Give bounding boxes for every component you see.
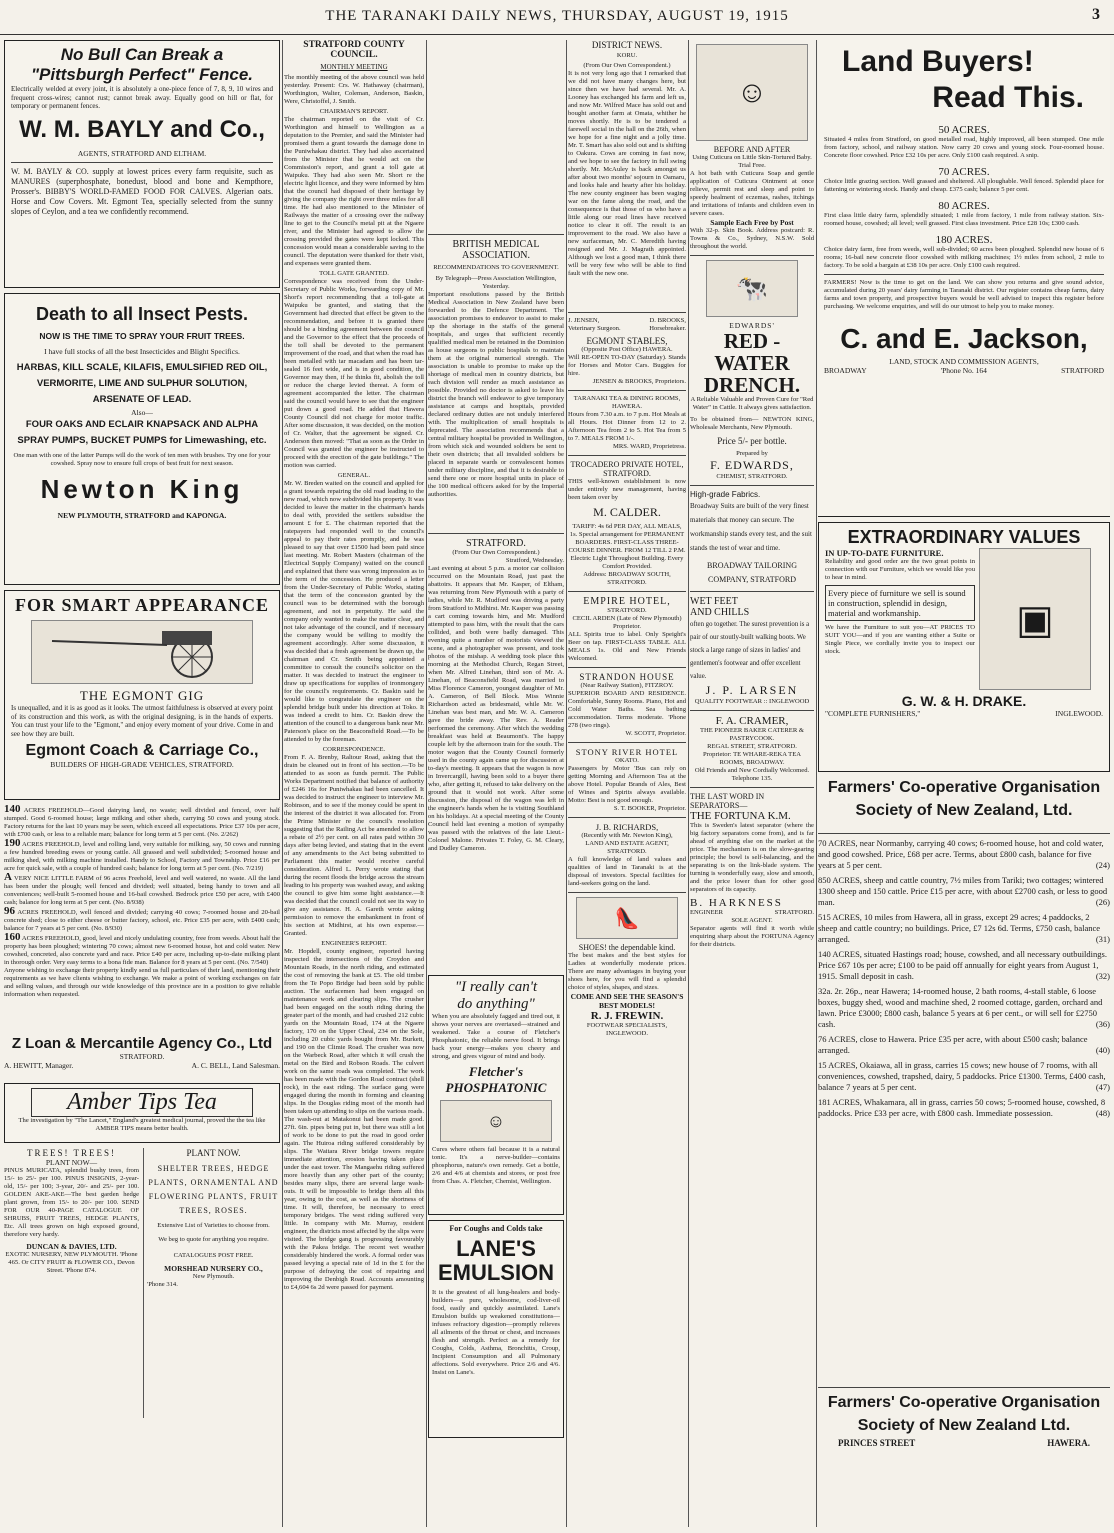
amber-tips-logo: Amber Tips Tea <box>31 1088 253 1117</box>
drake-headline: EXTRAORDINARY VALUES <box>847 527 1081 547</box>
land-item-text: First class little dairy farm, splendidly situated; 1 mile from factory, 1 mile from railway station. Six-roomed house, cowshed; all level; well grassed. First class investment. Price £28 10s; £300 cash. <box>824 212 1104 227</box>
stony-headline: STONY RIVER HOTEL <box>575 747 679 757</box>
lane-headline: For Coughs and Colds take <box>449 1224 543 1233</box>
listing: 515 ACRES, 10 miles from Hawera, all in grass, except 29 acres; 4 paddocks, 2 sheep and cattle country; no buildings. Price, £7 12s 6d. Terms, £750 cash, balance arranged. (31) <box>818 912 1110 944</box>
larsen-sub: QUALITY FOOTWEAR :: INGLEWOOD <box>694 698 810 705</box>
phos-h2: do anything" <box>457 996 535 1012</box>
z-loan-footer <box>4 1035 280 1083</box>
brooks-role: Horsebreaker. <box>649 325 686 332</box>
tearoom-sig: MRS. WARD, Proprietress. <box>613 443 686 450</box>
bma-h2: ASSOCIATION. <box>461 250 531 261</box>
bma-h1: BRITISH MEDICAL <box>452 239 540 250</box>
bayly-firm: W. M. BAYLY and Co., <box>19 115 265 143</box>
insect-headline: Death to all Insect Pests. <box>35 304 249 324</box>
larsen-text: often go together. The surest prevention is a pair of our stoutly-built walking boots. We stock a large range of sizes in ladies' and gentlemen's footwear and offer excellent value. <box>690 621 810 680</box>
jackson-firm: C. and E. Jackson, <box>840 323 1088 354</box>
fortuna-h1: THE LAST WORD IN SEPARATORS— <box>690 792 765 810</box>
newton-king-logo: Newton King <box>40 474 244 504</box>
column-6 <box>818 40 1110 1527</box>
land-item-heading: 80 ACRES. <box>938 200 990 212</box>
morshead-l4: CATALOGUES POST FREE. <box>173 1252 254 1259</box>
stratford-date: Stratford, Wednesday. <box>505 557 564 564</box>
frewin-firm: R. J. FREWIN. <box>590 1010 664 1022</box>
harkness-town: STRATFORD. <box>774 909 814 916</box>
cramer-sub: THE PIONEER BAKER CATERER & PASTRYCOOK. <box>699 727 805 742</box>
trees-planting: PLANT NOW— <box>45 1158 98 1167</box>
cow-icon: 🐄 <box>735 273 769 303</box>
amber-tips-sub: The investigation by "The Lancet," England's greatest medical journal, proved the the tea like AMBER TIPS means better health. <box>18 1117 266 1132</box>
insect-sub: NOW IS THE TIME TO SPRAY YOUR FRUIT TREES. <box>39 331 245 341</box>
drake-t1: Reliability and good order are the two great points in connection with our Furniture, which we would like you to hear in mind. <box>825 558 975 581</box>
column-3 <box>428 40 564 1527</box>
empire-prop: CECIL ARDEN (Late of New Plymouth) Proprietor. <box>572 615 682 630</box>
bma-sub: RECOMMENDATIONS TO GOVERNMENT. <box>433 264 559 271</box>
listing: 140 ACRES FREEHOLD—Good dairying land, no waste; well divided and fenced, over half stumped. Good 6-roomed house; large milking and other sheds, carrying 50 cows and young stock. Factory returns for the last 10 years may be seen, which exceed all expectations. Price £37 10s per acre, with £700 cash, or less to a reliable man; balance for long term at 5 per cent. (No. 2/262) <box>4 805 280 838</box>
land-item-heading: 70 ACRES. <box>938 166 990 178</box>
phosphatonic-advert <box>428 975 564 1215</box>
lanes-emulsion-advert <box>428 1220 564 1438</box>
stables-text: Will RE-OPEN TO-DAY (Saturday). Stands for Horses and Motor Cars. Buggies for hire. <box>568 354 686 377</box>
jackson-agents: LAND, STOCK AND COMMISSION AGENTS, <box>889 357 1039 366</box>
shoes-cta: COME AND SEE THE SEASON'S BEST MODELS! <box>570 992 684 1010</box>
duncan-davies-advert <box>4 1148 139 1418</box>
shoes-text: The best makes and the best styles for Ladies at wonderfully moderate prices. There are many advantages in buying your shoes here, for you will find a splendid choice of styles, shapes, and sizes. <box>568 952 686 991</box>
drake-firm: G. W. & H. DRAKE. <box>901 693 1027 709</box>
stratford-from: (From Our Own Correspondent.) <box>452 549 540 556</box>
harkness-firm: B. HARKNESS <box>690 897 783 909</box>
cramer-text: Old Friends and New Cordially Welcomed. <box>694 767 810 774</box>
edwards-obtain: To be obtained from— NEWTON KING, Wholesale Merchants, New Plymouth. <box>690 416 814 431</box>
gig-text: Is unequalled, and it is as good as it looks. The utmost faithfulness is observed at every point of its construction and this work, as with the original designing, is in the hands of experts. You can trust your life to the "Egmont," and enjoy every moment of your drive. Come in and see how they are built. <box>11 704 273 738</box>
tearoom-text: Hours from 7.30 a.m. to 7 p.m. Hot Meals at all Hours. Hot Dinner from 12 to 2. Afternoon Tea from 2 to 5. Hot Tea from 5 to 7. MEALS FROM 1/-. <box>568 411 686 442</box>
insect-pests-advert <box>4 293 280 585</box>
listing: 76 ACRES, close to Hawera. Price £35 per acre, with about £500 cash; balance arranged. (40) <box>818 1034 1110 1055</box>
column-rule <box>566 40 567 1527</box>
page-number: 3 <box>1092 6 1100 23</box>
cuticura-sub: Using Cuticura on Little Skin-Tortured Baby. Trial Free. <box>692 154 812 169</box>
egmont-coach-sub: BUILDERS OF HIGH-GRADE VEHICLES, STRATFORD. <box>50 760 234 769</box>
council-sh5: ENGINEER'S REPORT. <box>321 940 387 947</box>
land-buyers-h2: Read This. <box>932 81 1084 114</box>
bayly-agents: AGENTS, STRATFORD AND ELTHAM. <box>77 148 207 158</box>
jensen-name: J. JENSEN, <box>568 317 600 324</box>
land-buyers-h1: Land Buyers! <box>842 45 1034 78</box>
bayly-body: Electrically welded at every joint, it is absolutely a one-piece fence of 7, 8, 9, 10 wires and frequent cross-wires; cannot rust; cannot break away. Equally good on hill or flat, for temporary or permanent fences. <box>11 85 273 110</box>
stony-text: Passengers by Motor 'Bus can rely on getting Morning and Afternoon Tea at the above Hotel. Popular Brands of Ales, Best of Wines and Spirits always available. Motto: Best is not good enough. <box>568 765 686 804</box>
land-item-heading: 180 ACRES. <box>935 234 993 246</box>
phos-illustration <box>440 1100 552 1142</box>
drake-t2: Every piece of furniture we sell is sound in construction, splendid in design, material and workmanship. <box>825 585 975 621</box>
z-loan-note: Anyone wishing to exchange their property kindly send us full particulars of their land, mentioning their requirements as we have clients wishing to exchange. We make a point of working exchanges on fair and selling values, and through our wide knowledge of this province are in a position to give reliable information when requested. <box>4 967 280 998</box>
council-p5: From F. A. Brenby, Raltour Road, asking that the drain be cleaned out in front of his section.—To be attended to as soon as funds permit. The Public Works Department notified that balance of authority of £246 16s for Puniwhakau had been cancelled. It was decided to instruct the engineer to interview Mr. Robinson, and to see if the money could be spent in the interest of the district it was allocated for. From the Prime Minister re the council's resolution suggesting that the Railing Act be amended to allow a rebate of 2½ per cent. on all rates paid within 30 days after being levied, and stating that in the event of any amendments to the Act being submitted to Parliament this matter would receive careful consideration. Alfred L. Perry wrote stating that during the recent floods the bridge across the stream leading to his property was washed away, and asking the council to give him some light assistance.—It was decided that the council could not see its way to give any assistance. H. A. Gareth wrote asking permission to remove the embankment in front of his section at Midhirst, at his own expense.—Granted. <box>284 754 424 937</box>
gig-headline: FOR SMART APPEARANCE <box>14 595 270 615</box>
insect-also: Also— <box>131 408 153 417</box>
cramer-addr: REGAL STREET, STRATFORD. <box>707 743 797 750</box>
baby-icon: ☺ <box>736 75 768 109</box>
brooks-name: D. BROOKS, <box>649 317 686 324</box>
shoes-headline: SHOES! the dependable kind. <box>578 943 676 952</box>
stratford-text: Last evening at about 5 p.m. a motor car collision occurred on the Mountain Road, just past the abattoirs. It appears that Mr. Kasper, of Eltham, was returning from New Plymouth with a party of ladies, while Mr. R. Mudford was driving a party from Stratford to Midhirst. Mr. Kasper was passing a cart coming towards him, and Mr. Mudford attempted to pass him, with the result that the cars collided, and both were badly damaged. This evening quite a number of motorists viewed the scene, and a photographer was present, and took photos of the mishap. A wedding took place this morning at the Methodist Church, Regan Street, when Mr. Alfred Linehan, third son of Mr. A. Linehan, of Beaconsfield Road, was married to Miss Florence Cameron, youngest daughter of Mr. A. Cameron, of Bell Block. Miss Winnie Richardson acted as bridesmaid, while Mr. W. Linehan was best man, and Mr. W. A. Cameron gave the bride away. The Rev. A. Reader performed the ceremony. After which the wedding breakfast was held at Beaumont's. The happy couple left by the afternoon train for the south. The motor wagon that the County Council formerly used in the county again came up for discussion at to-day's meeting. It appears that the wagon is now in Invercargill, having been sold to a buyer there who, after getting it, refused to take delivery on the ground that it would not work. After some discussion, the disposal of the wagon was left in the engineer's hands when he is visiting Southland on his holidays. At a special meeting of the County Council held last evening a motion of sympathy was passed with the relatives of the late Lieut.-Colonel Malone. Privates T. Foley, G. M. Cleary, and Dudley Cameron. <box>428 565 564 852</box>
listing: 190 ACRES FREEHOLD, level and rolling land, very suitable for milking, say, 50 cows and running a few hundred breeding ewes or young cattle. All grassed and well subdivided; 5-roomed house and milking shed, with milking machine installed. Handy to School, Factory and Township. Price £16 per acre for quick sale, with a couple of hundred cash; balance for long term at 5 per cent. (No. 7/219) <box>4 837 280 872</box>
phos-caption: Cures where others fail because it is a natural tonic. It's a nerve-builder—contains phosphorus, nature's own remedy. Get a bottle, 2/6 and 4/6 at chemists and stores, or post free from Chas. A. Fletcher, Chemist, Wellington. <box>432 1146 560 1185</box>
drake-sub: IN UP-TO-DATE FURNITURE. <box>825 548 944 558</box>
z-loan-listings <box>4 805 280 1035</box>
richards-headline: J. B. RICHARDS, <box>595 822 659 832</box>
edwards-firm: F. EDWARDS, <box>710 458 794 472</box>
harkness-agent: SOLE AGENT. <box>731 917 773 924</box>
frewin-town: INGLEWOOD. <box>606 1030 648 1037</box>
z-loan-firm: Z Loan & Mercantile Agency Co., Ltd <box>11 1035 273 1052</box>
strandon-sub: (Near Railway Station), FITZROY. <box>580 682 674 689</box>
column-rule <box>282 40 283 1527</box>
gig-name: THE EGMONT GIG <box>79 688 205 703</box>
district-text: It is not very long ago that I remarked that we did not have many changes here, but since then we have had several. Mr. A. Looney has exchanged his farm and left us, and now Mr. Wilfred Mace has sold out and bought another farm at Omata, whither he moves shortly. He is to be tendered a farewell social in the hall on the 26th, when we hope for a fine night and a jolly time. Mr. T. Smart has also sold out and is shifting to Oakura. Cows are coming in fast now, and we hope to see the factory in full swing shortly. Mr. McAuley is back amongst us after about two months' sojourn in Oamaru, and looks hale and hearty after his holiday. The new county engineer has been waging war on the fame along the road, and the consequence is that those of us who have a little along our road lines have received notice to clear it off. The result is an improvement to the road. We also have a new surfaceman, Mr. C. Meredith having resigned and Mr. J. Magrath appointed. Although we lost a good man, I think there will be very few who will be able to find fault with the new one. <box>568 70 686 277</box>
trees-headline: TREES! TREES! <box>26 1148 117 1158</box>
jackson-note: FARMERS! Now is the time to get on the land. We can show you returns and give sound advice, accumulated during 20 years' dairy farming in Taranaki district. Our register contains cheap farms, dairy farms and town property, and prospective buyers would be well advised to inspect this register before purchasing. We welcome enquiries, and will do our utmost to help you to make money. <box>824 279 1104 310</box>
insect-pumps: FOUR OAKS AND ECLAIR KNAPSACK AND ALPHA SPRAY PUMPS, BUCKET PUMPS for Limewashing, etc. <box>17 419 267 446</box>
phos-text: When you are absolutely fagged and tired out, it shows your nerves are overtaxed—strained and weakened. Take a course of Fletcher's Phosphatonic, the reliable nerve food. It brings back your energy—makes you cheery and strong, and gives vigour of mind and body. <box>432 1013 560 1060</box>
morshead-phone: 'Phone 314. <box>147 1281 178 1288</box>
insect-items: HARBAS, KILL SCALE, KILAFIS, EMULSIFIED RED OIL, VERMORITE, LIME AND SULPHUR SOLUTION, ARSENATE OF LEAD. <box>16 362 268 405</box>
jackson-phone: 'Phone No. 164 <box>940 366 987 375</box>
stony-town: OKATO. <box>615 757 639 764</box>
drake-furniture-advert <box>818 522 1110 772</box>
council-sh2: TOLL GATE GRANTED. <box>319 270 389 277</box>
cuticura-addr: With 32-p. Skin Book. Address postcard: R. Towns & Co., Sydney, N.S.W. Sold throughout the world. <box>690 227 814 250</box>
larsen-h2: AND CHILLS <box>690 607 750 618</box>
farmers-foot1: Farmers' Co-operative Organisation <box>827 1394 1101 1411</box>
fortuna-h2: THE FORTUNA K.M. <box>690 810 791 822</box>
council-p6: Mr. Hopdell, county engineer, reported having inspected the intersections of the Croydon and Mountain Roads, in the north riding, and estimated the cost of removing the bank at £5. The old timber from the Te Popo Bridge had been sold by public auction. The surfacemen had been engaged on maintenance work and clearing slips. The crusher had been engaged on the south riding during the greater part of the month, and had crushed 212 cubic yards on the Mountain Road, 174 at the Ngaere factory, 170 on the Upper Cheal, 234 on the Sole, including 20 cubic yards bought from Mr. Burkett, and 190 on the Climie Road. The crusher was now on the Warbeck Road, after which it will crush the metal on the Bird and Robson Roads. The culvert work on the same roads was completed. The work has been made with the Gordon Road contract (shell rock), in the east riding. The surface gang were engaged during the month in forming and cleaning slips. In the Douglas riding most of the month had been taken up attending to slips on the various roads. The wash-out at Matakonui had been made good. 27ft. 6in. pipes being put in, but there was still a lot of work to be done to put the road in good order again. The Huiroa riding suffered considerably by slips. The Waitara River bridge towers require immediate attention, erosion having taken place under the east tower. The Mangaehu riding suffered more heavily than any other part of the county; besides many slips, there are several large wash-outs. It will be impossible to bridge them all this year, owing to the cost, as well as the shortness of time. It will, therefore, be necessary to erect temporary bridges. The west riding suffered very little. In company with Mr. Murray, resident engineer, the districts most affected by the slips were visited. The bridge gang is progressing favourably with the Pakea bridge. The recent wet weather considerably hindered the work. A formal order was passed levying a special rate of 1d in the £ for the purpose of defraying the cost of repairing and improving the Denbigh Road. Accounts amounting to £4,604 6s 2d were passed for payment. <box>284 948 424 1291</box>
district-from: (From Our Own Correspondent.) <box>583 62 671 69</box>
richards-town: STRATFORD. <box>607 848 647 855</box>
cuticura-sample: Sample Each Free by Post <box>710 218 794 227</box>
trocadero-text: THIS well-known establishment is now under entirely new management, having been taken over by <box>568 478 686 501</box>
farmers-foot2: Society of New Zealand Ltd. <box>857 1417 1071 1434</box>
stables-sub: (Opposite Post Office) HAWERA. <box>581 346 673 353</box>
duncan-davies-firm: DUNCAN & DAVIES, LTD. <box>26 1242 117 1251</box>
morshead-town: New Plymouth. <box>192 1273 235 1280</box>
strandon-headline: STRANDON HOUSE <box>579 672 675 682</box>
edwards-town: CHEMIST, STRATFORD. <box>716 473 788 480</box>
richards-role: LAND AND ESTATE AGENT, <box>585 840 669 847</box>
empire-text: ALL Spirits true to label. Only Speight's Beer on tap. FIRST-CLASS TABLE. ALL MEALS 1s. Old and New Friends Welcomed. <box>568 631 686 662</box>
cuticura-headline: BEFORE AND AFTER <box>713 145 791 154</box>
bma-text: Important resolutions passed by the British Medical Association in New Zealand have been forwarded to the Defence Department. The association promises to endeavor to assist to make up the shortage in the staffs of the general hospitals, and urges that sufficient recently qualified medical men be retained in the Dominion as house surgeons to public hospitals to maintain them at the original numerical strength. The association is unable to promise to make up the shortage of medical men in country districts, but each division will render as much assistance as possible. Provided no doctor is asked to leave his district the branch will endeavor to give temporary assistance at camps and hospitals, provided declared ordinary duties are not unduly interfered with. The multiplication of small hospitals is deprecated. The association recommends that a central military hospital be provided in Wellington, from which sick and wounded soldiers be sent to their own districts; that all invalided soldiers be placed in separate wards or convalescent homes under military discipline, and that it is desirable to send there one or more hospital units in place of the 100 medical officers asked for by the Imperial authorities. <box>428 291 564 498</box>
morshead-l2: Extensive List of Varieties to choose from. <box>157 1222 270 1229</box>
cramer-firm: F. A. CRAMER, <box>715 715 789 727</box>
z-loan-town: STRATFORD. <box>119 1052 165 1061</box>
column-2 <box>284 40 424 1527</box>
fortuna-text: This is Sweden's latest separator (where the big factory separators come from), and is far ahead of anything else on the market at the price. The mechanism is on the slow-gearing principle; the bowl is self-balancing, and the separating is on the link-blade system. The turning is wonderfully easy, slow and smooth, and the price lower than for other good separators of its capacity. <box>690 822 814 893</box>
strandon-sig: W. SCOTT, Proprietor. <box>625 730 686 737</box>
empire-headline: EMPIRE HOTEL, <box>583 596 671 607</box>
morshead-l1: SHELTER TREES, HEDGE PLANTS, ORNAMENTAL AND FLOWERING PLANTS, FRUIT TREES, ROSES. <box>148 1164 279 1215</box>
listing: 850 ACRES, sheep and cattle country, 7½ miles from Tariki; two cottages; wintered 1300 sheep and 150 cattle. Price £15 per acre, with about £2700 cash, or less to good man. (26) <box>818 875 1110 907</box>
egmont-gig-advert <box>4 590 280 800</box>
farmers-town: HAWERA. <box>1047 1438 1090 1448</box>
edwards-prep: Prepared by <box>736 450 768 457</box>
fabrics-headline: High-grade Fabrics. <box>690 490 761 499</box>
land-item-heading: 50 ACRES. <box>938 124 990 136</box>
duncan-davies-nursery: EXOTIC NURSERY, NEW PLYMOUTH. 'Phone 465. Or CITY FRUIT & FLOWER CO., Devon Street. 'Phone 874. <box>5 1251 138 1274</box>
stratford-headline: STRATFORD. <box>466 538 526 549</box>
listing: 181 ACRES, Whakamara, all in grass, carries 50 cows; 5-roomed house, cowshed, 8 paddocks. Price £33 per acre, with £800 cash. Immediate possession. (48) <box>818 1097 1110 1118</box>
strandon-text: SUPERIOR BOARD AND RESIDENCE. Comfortable, Sunny Rooms. Piano, Hot and Cold Water Baths. Sea bathing accommodation. Terms moderate. 'Phone 278 (two rings). <box>568 690 686 729</box>
empire-town: STRATFORD. <box>607 607 647 614</box>
morshead-headline: PLANT NOW. <box>186 1148 241 1158</box>
stables-headline: EGMONT STABLES, <box>586 336 668 346</box>
morshead-advert <box>143 1148 280 1418</box>
council-p4: Mr. W. Breden waited on the council and applied for a grant towards repairing the old road leading to the new road, which now subdivided his property. It was decided to leave the matter in the chairman's hands to deal with, provided the settlers subsidise the amount £ for £. The chairman reported that the ratepayers had responded well to the council's appeal to pay their rates promptly, and he was pleased to say that over £1500 had been paid since last meeting. Mr. Robert Masters (chairman of the Electrical Supply Company) waited on the council and explained that there was wrong impression as to the term of the concession. He produced a letter from the Under-Secretary of Public Works, stating that the term of the concession granted by the council was to be determined with the borough agreement, and not in perpetuity. He said the company only wanted to make the matter clear, and not take advantage of the council, and if necessary the company would be willing to modify the agreement accordingly. After some discussion, it was decided that a fresh agreement be drawn up, the chairman and Cr. Smith being appointed a committee to consult the council's solicitor on the matter. It was decided to instruct the engineer to draw up specifications for supplies of ironmongery for the council's requirements. Cr. Baskin said he would like to congratulate the engineer on the splendid bridge built under his direction at Toko. It was indeed a credit to him. Cr. Baskin drew the attention of the council to a dangerous bank near Mr. Paterson's place on the Beaconsfield Road.—To be attended to by the foreman. <box>284 480 424 743</box>
insect-small: One man with one of the latter Pumps will do the work of ten men with brushes. Try one for your cowshed. Spray now to ensure full crops of best fruit for next season. <box>13 452 271 467</box>
stables-sig: JENSEN & BROOKS, Proprietors. <box>592 378 686 385</box>
red-water-headline: RED - WATER DRENCH. <box>703 329 801 397</box>
lane-brand: LANE'S EMULSION <box>437 1236 555 1285</box>
land-item-text: Choice dairy farm, free from weeds, well sub-divided; 60 acres been ploughed. Splendid new house of 6 rooms; 16-bail new concrete floor cowshed with milking machines; 1½ miles from school, 2 mile to factory. To be sold a bargain at £38 10s per acre. Only £100 cash required. <box>824 246 1104 269</box>
harkness-foot: Separator agents will find it worth while enquiring sharp about the FORTUNA Agency for their districts. <box>690 925 814 948</box>
richards-text: A full knowledge of land values and qualities of land in Taranaki is at the disposal of investors. Special facilities for land-seekers going on the land. <box>568 856 686 887</box>
bayly-text: W. M. BAYLY & CO. supply at lowest prices every farm requisite, such as MANURES (superphosphate, bonedust, blood and bone and Kempthore, Prosser's. BIBBY'S WORLD-FAMED FOOD FOR CALVES. Algerian oats. Horse and Cow Covers. Mt. Egmont Tea, specially selected from the sunny slopes of Ceylon, and a tea we confidently recommend. <box>11 166 273 216</box>
council-sh4: CORRESPONDENCE. <box>322 746 386 753</box>
shoe-icon: 👠 <box>614 907 640 930</box>
bayly-headline: No Bull Can Break a <box>60 45 224 64</box>
insect-line: I have full stocks of all the best Insecticides and Blight Specifics. <box>44 347 240 356</box>
frewin-sub: FOOTWEAR SPECIALISTS, <box>586 1022 668 1029</box>
listing: A VERY NICE LITTLE FARM of 96 acres Freehold, level and well watered, no waste. All the land has been under the plough; well fenced and divided; well situated, being handy to town and all conveniences; well-built 5-roomed house and 16-bail cowshed. Bedrock price £50 per acre, with £400 cash; balance for long term at 5 per cent. (No. 8/938) <box>4 871 280 906</box>
drake-town: INGLEWOOD. <box>1055 709 1103 718</box>
listing: 15 ACRES, Okaiawa, all in grass, carries 15 cows; new house of 7 rooms, with all conveniences, cowshed, trapshed, dairy, 5 paddocks. Price £1300. Terms, £400 cash, balance 7 years at 5 per cent. (47) <box>818 1060 1110 1092</box>
council-headline: STRATFORD COUNTY COUNCIL. <box>303 40 405 60</box>
jackson-town: STRATFORD <box>1061 366 1104 375</box>
edwards-price: Price 5/- per bottle. <box>717 436 787 446</box>
newspaper-title: THE TARANAKI DAILY NEWS, THURSDAY, AUGUST 19, 1915 <box>325 8 789 24</box>
council-p1: The monthly meeting of the above council was held yesterday. Present: Crs. W. Hathaway (chairman), Worthington, Walter, Coleman, Anderson, Baskin, Were, Christoffel, J. Smith. <box>284 74 424 105</box>
column-rule <box>426 40 427 1527</box>
council-sub: MONTHLY MEETING <box>320 63 388 71</box>
council-p3: Correspondence was received from the Under-Secretary of Public Works, forwarding copy of Mr. Short's report recommending that a toll-gate at Waipuku be granted, and stating that the Government had directed that effect be given to the recommendation, and before it is granted there should be a binding agreement between the council and the Governor to the effect that the proceeds of the toll shall be devoted to the permanent improvement of the road, and that when the road has been metalled with tar macadam and has been tar-sealed 16 feet wide, and is in good condition, the Governor may then, if he thinks fit, abolish the toll or reduce the charge levied thereat. A form of agreement accompanied the letter. The chairman said the council would have to see that the engineer put down a good road. He added that Hawera County Council did not charge for motor traffic. After some discussion, it was decided, on the motion of Cr. Walter, that the agreement be signed. Cr. Anderson then moved: "That as soon as the Order in Council was granted the engineer be instructed to proceed with the erection of the gate buildings." The motion was carried. <box>284 278 424 469</box>
listing: 32a. 2r. 26p., near Hawera; 14-roomed house, 2 bath rooms, 4-stall stable, 6 loose boxes, buggy shed, wood and machine shed, 2 roomed cottage, garden, orchard and lawn. Price £3000; £800 cash, balance 5 years at 6 per cent., or will sell for £2750 cash. (36) <box>818 986 1110 1029</box>
trocadero-addr: Address: BROADWAY SOUTH, STRATFORD. <box>583 571 671 586</box>
gig-illustration <box>31 620 253 684</box>
larsen-firm: J. P. LARSEN <box>705 683 799 697</box>
masthead <box>0 0 1114 35</box>
column-1 <box>4 40 280 1527</box>
egmont-coach-firm: Egmont Coach & Carriage Co., <box>25 742 259 759</box>
column-4 <box>568 40 686 1527</box>
morshead-firm: MORSHEAD NURSERY CO., <box>164 1264 263 1273</box>
cow-illustration <box>706 260 798 317</box>
richards-sub: (Recently with Mr. Newton King), <box>581 832 673 839</box>
column-rule <box>688 40 689 1527</box>
phos-h1: "I really can't <box>454 979 538 995</box>
cramer-tel: Telephone 135. <box>731 775 773 782</box>
trees-text: PINUS MURICATA, splendid bushy trees, from 15/- to 25/- per 100. PINUS INSIGNIS, 2-year-old, 15/- per 100; 3-year, 20/- and 25/- per 100. GOLDEN AKE-AKE—The best garden hedge plant grown, from 15/- to 20/- per 100. SEND FOR OUR 40-PAGE CATALOGUE OF SHRUBS, FRUIT TREES, HEDGE PLANTS, Etc. All trees grown on high exposed ground, therefore very hardy. <box>4 1167 139 1238</box>
gig-carriage-icon <box>42 623 242 681</box>
council-sh3: GENERAL. <box>337 472 371 479</box>
broadway-tailoring: BROADWAY TAILORING COMPANY, STRATFORD <box>707 561 797 584</box>
bayly-headline-2: "Pittsburgh Perfect" Fence. <box>30 65 254 84</box>
harkness-eng: ENGINEER <box>690 909 723 916</box>
listing: 160 ACRES FREEHOLD, good, level and nicely undulating country, free from weeds. About half the property has been ploughed; wintering 70 cows; almost new 6-roomed house, hot and cold water. New cowshed, concreted, also concrete yard and race. Price £40 per acre, including up-to-date milking plant in thorough order. Very easy terms to a bona fide man. Balance for 8 years at 5 per cent. (No. 7/540) <box>4 931 280 966</box>
chair-illustration <box>979 548 1091 690</box>
trocadero-headline: TROCADERO PRIVATE HOTEL, STRATFORD. <box>570 460 684 478</box>
farmers-h1: Farmers' Co-operative Organisation <box>827 779 1101 796</box>
farmers-street: PRINCES STREET <box>838 1438 916 1448</box>
edwards-sub: A Reliable Valuable and Proven Cure for "Red Water" in Cattle. It always gives satisfaction. <box>690 396 814 411</box>
edwards-brand: EDWARDS' <box>729 321 775 330</box>
newton-king-places: NEW PLYMOUTH, STRATFORD and KAPONGA. <box>57 511 227 520</box>
bma-by: By Telegraph—Press Association Wellington, Yesterday. <box>435 275 557 290</box>
district-sub: KORU. <box>616 52 638 59</box>
nursery-adverts <box>4 1148 280 1418</box>
lane-text: It is the greatest of all lung-healers and body-builders—a pure, wholesome, cod-liver-oil food, easily and quickly assimilated. Lane's Emulsion builds up weakened constitutions—infuses refractory digestion—promptly relieves all ailments of the throat or chest, and increases flesh and strength. Perfect as a remedy for Coughs, Colds, Asthma, Bronchitis, Croup, Incipient Consumption and all Pulmonary affections. Sold everywhere. Price 2/6 and 4/6. Insist on Lane's. <box>432 1289 560 1376</box>
shoe-illustration <box>576 897 678 939</box>
column-rule <box>816 40 817 1527</box>
larsen-h1: WET FEET <box>690 596 738 607</box>
woman-figure-icon: ☺ <box>486 1110 506 1131</box>
listing: 96 ACRES FREEHOLD, well fenced and divided; carrying 40 cows; 7-roomed house and 20-bail concrete shed; close to either cheese or butter factory, school, etc. Price £35 per acre, with £400 cash; balance for 7 years at 5 per cent. (No. 8/930) <box>4 905 280 932</box>
council-p2: The chairman reported on the visit of Cr. Worthington and himself to Wellington as a deputation to the Premier, and said the Minister had promised them a grant towards the damage done in the Puniwhakau district. They had also ascertained from the Minister that he would act on the Commission's report, and grant a toll gate at Waipuku. They had also seen Mr. Short re the electric light licence, and they were informed by him that the council had disposed of their heritage by giving the company the right over three miles for all time. He had also mentioned to the Minister of Railways the matter of a crossing over the railway line to get to the Council's metal pit at the Ngaere river, and the Minister had agreed to allow the crossing provided the gates were kept locked. This concession would mean a considerable saving to the council. The deputation were thanked for their visit, and expenses were granted them. <box>284 116 424 267</box>
armchair-icon: ▣ <box>1016 596 1054 642</box>
farmers-listings <box>818 838 1110 1383</box>
trocadero-name: M. CALDER. <box>593 505 661 519</box>
column-5 <box>690 40 814 1527</box>
tearoom-headline: TARANAKI TEA & DINING ROOMS, HAWERA. <box>573 395 681 410</box>
council-sh1: CHAIRMAN'S REPORT. <box>319 108 389 115</box>
district-headline: DISTRICT NEWS. <box>591 40 663 50</box>
jackson-land-advert <box>818 40 1110 517</box>
z-loan-salesman: A. C. BELL, Land Salesman. <box>191 1061 280 1070</box>
cramer-prop: Proprietor: TE WHARE-REKA TEA ROOMS, BROADWAY. <box>703 751 801 766</box>
phos-brand: Fletcher's PHOSPHATONIC <box>445 1064 547 1095</box>
jackson-addr: BROADWAY <box>824 366 867 375</box>
listing: 70 ACRES, near Normanby, carrying 40 cows; 6-roomed house, hot and cold water, and good cowshed. Price, £68 per acre. Terms, about £800 cash, balance for five years at 5 per cent. (24) <box>818 838 1110 870</box>
cuticura-illustration <box>696 44 808 141</box>
jensen-role: Veterinary Surgeon. <box>568 325 621 332</box>
bayly-fence-advert <box>4 40 280 288</box>
fabrics-text: Broadway Suits are built of the very finest materials that money can secure. The workmanship stands every test, and the suit stands the test of wear and time. <box>690 502 812 552</box>
trocadero-tariff: TARIFF: 4s 6d PER DAY, ALL MEALS, 1s. Special arrangement for PERMANENT BOARDERS. FIRST-CLASS THREE-COURSE DINNER. FROM 12 TILL 2 P.M. Electric Light Throughout Building. Every Comfort Provided. <box>568 523 686 570</box>
farmers-h2: Society of New Zealand, Ltd. <box>855 802 1073 819</box>
listing: 140 ACRES, situated Hastings road; house, cowshed, and all necessary outbuildings. Price £67 10s per acre; £100 to be paid off annually for eight years from August 1, 1915. Small deposit in cash. (32) <box>818 949 1110 981</box>
cuticura-text: A hot bath with Cuticura Soap and gentle application of Cuticura Ointment at once relieve, permit rest and sleep and point to speedy healment of eczemas, rashes, itchings and irritations of infants and children even in severe cases. <box>690 170 814 217</box>
drake-tag: "COMPLETE FURNISHERS," <box>825 709 921 718</box>
land-item-text: Choice little grazing section. Well grassed and sheltered. All ploughable. Well fenced. Splendid place for fattening or wintering stock. Handy and cheap. £375 cash; balance 5 per cent. <box>824 178 1104 193</box>
land-item-text: Situated 4 miles from Stratford, on good metalled road, highly improved, all been stumped. One mile from factory, school, and railway station. Now carry 20 cows and young stock. Four-roomed house. Concrete floor cowshed. Price £32 10s per acre. Only £100 cash required. A snip. <box>824 136 1104 159</box>
morshead-l3: We beg to quote for anything you require. <box>158 1236 269 1243</box>
drake-t3: We have the Furniture to suit you—AT PRICES TO SUIT YOU—and if you are wanting either a Suite or Single Piece, we cordially invite you to inspect our stock. <box>825 624 975 655</box>
z-loan-manager: A. HEWITT, Manager. <box>4 1061 74 1070</box>
council-continued <box>428 40 564 230</box>
stony-sig: S. T. BOOKER, Proprietor. <box>613 805 686 812</box>
amber-tips-advert <box>4 1083 280 1143</box>
